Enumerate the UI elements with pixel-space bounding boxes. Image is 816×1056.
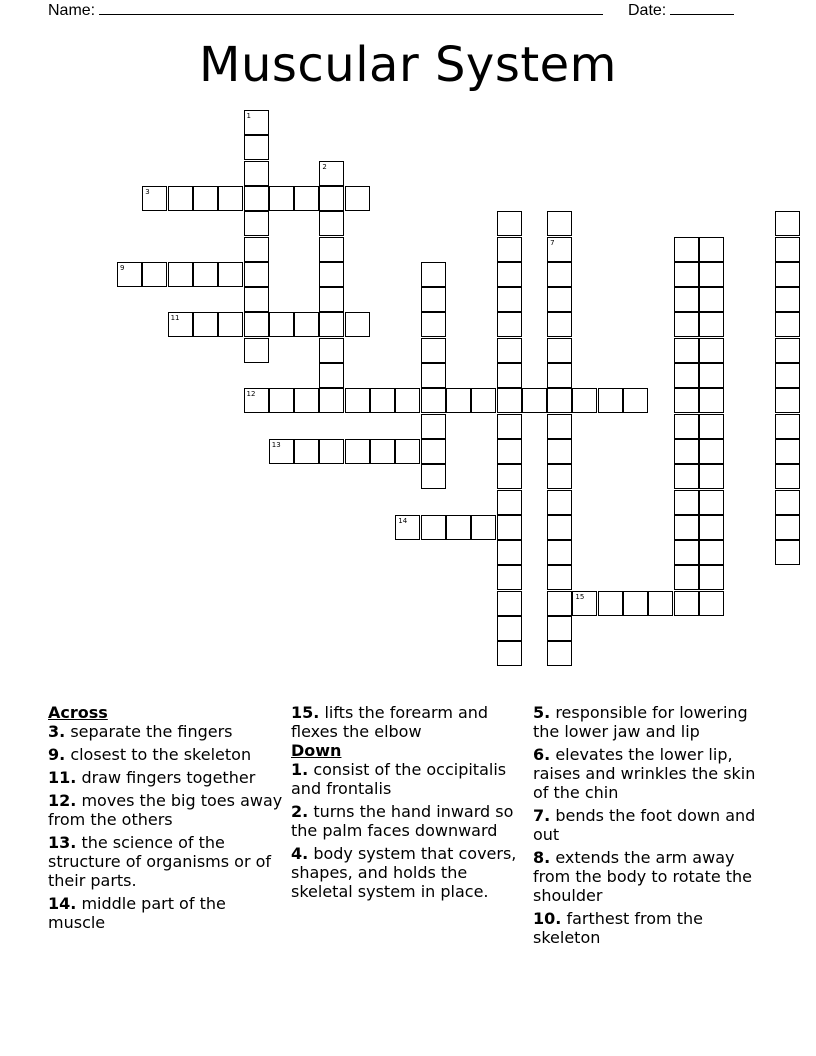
clues-column-2 — [291, 703, 527, 905]
crossword-cell[interactable] — [674, 490, 699, 515]
clues-column-1 — [48, 703, 284, 936]
crossword-cell[interactable] — [421, 464, 446, 489]
crossword-cell[interactable] — [497, 464, 522, 489]
clue-down-10: 10. farthest from the skeleton — [533, 909, 703, 947]
crossword-cell[interactable] — [294, 439, 319, 464]
crossword-cell[interactable] — [497, 312, 522, 337]
clue-across-3: 3. separate the fingers — [48, 722, 233, 741]
crossword-cell[interactable] — [699, 540, 724, 565]
crossword-cell[interactable] — [497, 515, 522, 540]
crossword-cell[interactable] — [522, 388, 547, 413]
crossword-cell[interactable] — [319, 262, 344, 287]
crossword-cell[interactable] — [319, 211, 344, 236]
crossword-cell[interactable] — [699, 490, 724, 515]
clue-number: 9 — [120, 263, 125, 272]
crossword-cell[interactable] — [547, 464, 572, 489]
crossword-cell[interactable] — [244, 237, 269, 262]
clue-across-15: 15. lifts the forearm and flexes the elbow — [291, 703, 489, 741]
crossword-cell[interactable] — [370, 439, 395, 464]
crossword-cell[interactable] — [547, 515, 572, 540]
crossword-cell[interactable] — [244, 262, 269, 287]
crossword-cell[interactable] — [775, 262, 800, 287]
crossword-cell[interactable] — [395, 515, 420, 540]
clue-down-2: 2. turns the hand inward so the palm faces downward — [291, 802, 514, 840]
down-heading: Down — [291, 741, 342, 760]
crossword-cell[interactable] — [547, 363, 572, 388]
crossword-cell[interactable] — [497, 287, 522, 312]
crossword-cell[interactable] — [775, 312, 800, 337]
crossword-cell[interactable] — [547, 616, 572, 641]
clues-column-3 — [533, 703, 769, 951]
crossword-cell[interactable] — [421, 515, 446, 540]
crossword-cell[interactable] — [497, 490, 522, 515]
crossword-cell[interactable] — [699, 439, 724, 464]
crossword-cell[interactable] — [497, 591, 522, 616]
date-label: Date: — [628, 2, 667, 19]
crossword-cell[interactable] — [674, 338, 699, 363]
crossword-cell[interactable] — [547, 211, 572, 236]
crossword-cell[interactable] — [421, 388, 446, 413]
crossword-cell[interactable] — [294, 312, 319, 337]
crossword-cell[interactable] — [775, 439, 800, 464]
crossword-cell[interactable] — [699, 414, 724, 439]
crossword-cell[interactable] — [193, 186, 218, 211]
crossword-cell[interactable] — [699, 312, 724, 337]
crossword-cell[interactable] — [699, 262, 724, 287]
crossword-cell[interactable] — [775, 540, 800, 565]
crossword-cell[interactable] — [319, 312, 344, 337]
crossword-cell[interactable] — [421, 363, 446, 388]
crossword-cell[interactable] — [294, 186, 319, 211]
crossword-cell[interactable] — [497, 540, 522, 565]
crossword-cell[interactable] — [775, 363, 800, 388]
crossword-cell[interactable] — [623, 591, 648, 616]
crossword-cell[interactable] — [598, 591, 623, 616]
clue-down-8: 8. extends the arm away from the body to rotate the shoulder — [533, 848, 753, 905]
crossword-cell[interactable] — [193, 312, 218, 337]
crossword-cell[interactable] — [244, 161, 269, 186]
clue-down-7: 7. bends the foot down and out — [533, 806, 756, 844]
crossword-cell[interactable] — [775, 211, 800, 236]
crossword-cell[interactable] — [395, 388, 420, 413]
crossword-cell[interactable] — [269, 439, 294, 464]
crossword-cell[interactable] — [446, 388, 471, 413]
crossword-cell[interactable] — [674, 262, 699, 287]
clue-across-13: 13. the science of the structure of organisms or of their parts. — [48, 833, 272, 890]
clue-across-9: 9. closest to the skeleton — [48, 745, 252, 764]
crossword-cell[interactable] — [674, 414, 699, 439]
crossword-cell[interactable] — [269, 388, 294, 413]
crossword-cell[interactable] — [699, 287, 724, 312]
crossword-cell[interactable] — [699, 338, 724, 363]
clue-down-5: 5. responsible for lowering the lower jaw and lip — [533, 703, 748, 741]
clue-number: 7 — [550, 238, 555, 247]
crossword-cell[interactable] — [319, 363, 344, 388]
crossword-cell[interactable] — [547, 388, 572, 413]
crossword-cell[interactable] — [699, 464, 724, 489]
crossword-cell[interactable] — [674, 464, 699, 489]
crossword-cell[interactable] — [244, 110, 269, 135]
crossword-cell[interactable] — [218, 186, 243, 211]
crossword-cell[interactable] — [168, 186, 193, 211]
crossword-cell[interactable] — [370, 388, 395, 413]
crossword-cell[interactable] — [572, 591, 597, 616]
crossword-cell[interactable] — [775, 287, 800, 312]
crossword-cell[interactable] — [218, 312, 243, 337]
crossword-cell[interactable] — [547, 490, 572, 515]
across-heading: Across — [48, 703, 108, 722]
crossword-cell[interactable] — [218, 262, 243, 287]
crossword-cell[interactable] — [547, 237, 572, 262]
crossword-cell[interactable] — [674, 312, 699, 337]
clue-number: 1 — [246, 112, 251, 120]
crossword-cell[interactable] — [421, 262, 446, 287]
crossword-cell[interactable] — [497, 388, 522, 413]
crossword-cell[interactable] — [421, 312, 446, 337]
clue-across-11: 11. draw fingers together — [48, 768, 256, 787]
crossword-cell[interactable] — [244, 388, 269, 413]
crossword-cell[interactable] — [497, 338, 522, 363]
crossword-cell[interactable] — [497, 616, 522, 641]
crossword-cell[interactable] — [674, 515, 699, 540]
crossword-cell[interactable] — [699, 591, 724, 616]
crossword-cell[interactable] — [294, 388, 319, 413]
crossword-cell[interactable] — [497, 363, 522, 388]
crossword-cell[interactable] — [775, 338, 800, 363]
clue-number: 12 — [246, 390, 256, 399]
crossword-cell[interactable] — [623, 388, 648, 413]
crossword-cell[interactable] — [319, 439, 344, 464]
crossword-cell[interactable] — [244, 186, 269, 211]
crossword-cell[interactable] — [168, 312, 193, 337]
clue-number: 2 — [322, 162, 327, 171]
crossword-cell[interactable] — [674, 540, 699, 565]
crossword-cell[interactable] — [547, 338, 572, 363]
crossword-cell[interactable] — [244, 135, 269, 160]
crossword-cell[interactable] — [775, 490, 800, 515]
crossword-cell[interactable] — [319, 186, 344, 211]
clue-across-12: 12. moves the big toes away from the others — [48, 791, 283, 829]
clue-down-6: 6. elevates the lower lip, raises and wrinkles the skin of the chin — [533, 745, 756, 802]
crossword-cell[interactable] — [547, 641, 572, 666]
crossword-cell[interactable] — [674, 388, 699, 413]
crossword-cell[interactable] — [547, 439, 572, 464]
crossword-cell[interactable] — [244, 287, 269, 312]
crossword-cell[interactable] — [547, 262, 572, 287]
clue-down-4: 4. body system that covers, shapes, and holds the skeletal system in place. — [291, 844, 517, 901]
crossword-cell[interactable] — [775, 414, 800, 439]
crossword-cell[interactable] — [142, 186, 167, 211]
crossword-cell[interactable] — [547, 312, 572, 337]
crossword-cell[interactable] — [421, 287, 446, 312]
crossword-cell[interactable] — [345, 388, 370, 413]
crossword-cell[interactable] — [547, 287, 572, 312]
crossword-cell[interactable] — [699, 515, 724, 540]
crossword-cell[interactable] — [471, 515, 496, 540]
crossword-cell[interactable] — [244, 338, 269, 363]
crossword-cell[interactable] — [421, 338, 446, 363]
crossword-cell[interactable] — [421, 414, 446, 439]
crossword-cell[interactable] — [395, 439, 420, 464]
crossword-cell[interactable] — [699, 237, 724, 262]
crossword-cell[interactable] — [319, 287, 344, 312]
crossword-cell[interactable] — [319, 237, 344, 262]
crossword-cell[interactable] — [345, 312, 370, 337]
crossword-cell[interactable] — [117, 262, 142, 287]
crossword-cell[interactable] — [648, 591, 673, 616]
crossword-cell[interactable] — [547, 540, 572, 565]
clue-number: 11 — [170, 314, 180, 323]
crossword-cell[interactable] — [547, 414, 572, 439]
crossword-cell[interactable] — [244, 312, 269, 337]
crossword-cell[interactable] — [446, 515, 471, 540]
crossword-cell[interactable] — [674, 565, 699, 590]
crossword-cell[interactable] — [775, 464, 800, 489]
crossword-cell[interactable] — [674, 591, 699, 616]
crossword-cell[interactable] — [674, 287, 699, 312]
crossword-cell[interactable] — [674, 439, 699, 464]
crossword-cell[interactable] — [497, 414, 522, 439]
crossword-cell[interactable] — [497, 237, 522, 262]
crossword-cell[interactable] — [269, 186, 294, 211]
clue-number: 3 — [145, 187, 150, 196]
clue-number: 14 — [398, 516, 408, 525]
crossword-cell[interactable] — [547, 565, 572, 590]
clue-number: 13 — [271, 440, 281, 449]
crossword-cell[interactable] — [775, 388, 800, 413]
crossword-cell[interactable] — [598, 388, 623, 413]
crossword-cell[interactable] — [699, 565, 724, 590]
crossword-cell[interactable] — [497, 211, 522, 236]
crossword-cell[interactable] — [142, 262, 167, 287]
crossword-cell[interactable] — [674, 363, 699, 388]
crossword-cell[interactable] — [775, 515, 800, 540]
crossword-cell[interactable] — [699, 388, 724, 413]
clue-number: 15 — [575, 592, 585, 601]
crossword-cell[interactable] — [244, 211, 269, 236]
crossword-cell[interactable] — [699, 363, 724, 388]
crossword-cell[interactable] — [345, 186, 370, 211]
crossword-cell[interactable] — [497, 641, 522, 666]
crossword-cell[interactable] — [421, 439, 446, 464]
crossword-cell[interactable] — [572, 388, 597, 413]
crossword-cell[interactable] — [674, 237, 699, 262]
crossword-cell[interactable] — [193, 262, 218, 287]
crossword-cell[interactable] — [497, 262, 522, 287]
clue-down-1: 1. consist of the occipitalis and frontalis — [291, 760, 507, 798]
crossword-cell[interactable] — [168, 262, 193, 287]
crossword-cell[interactable] — [497, 565, 522, 590]
crossword-cell[interactable] — [269, 312, 294, 337]
crossword-cell[interactable] — [319, 338, 344, 363]
crossword-cell[interactable] — [547, 591, 572, 616]
page-title: Muscular System — [199, 37, 617, 93]
crossword-cell[interactable] — [319, 388, 344, 413]
crossword-cell[interactable] — [471, 388, 496, 413]
crossword-cell[interactable] — [345, 439, 370, 464]
name-label: Name: — [48, 2, 96, 19]
crossword-cell[interactable] — [497, 439, 522, 464]
crossword-cell[interactable] — [319, 161, 344, 186]
crossword-cell[interactable] — [775, 237, 800, 262]
clue-across-14: 14. middle part of the muscle — [48, 894, 226, 932]
